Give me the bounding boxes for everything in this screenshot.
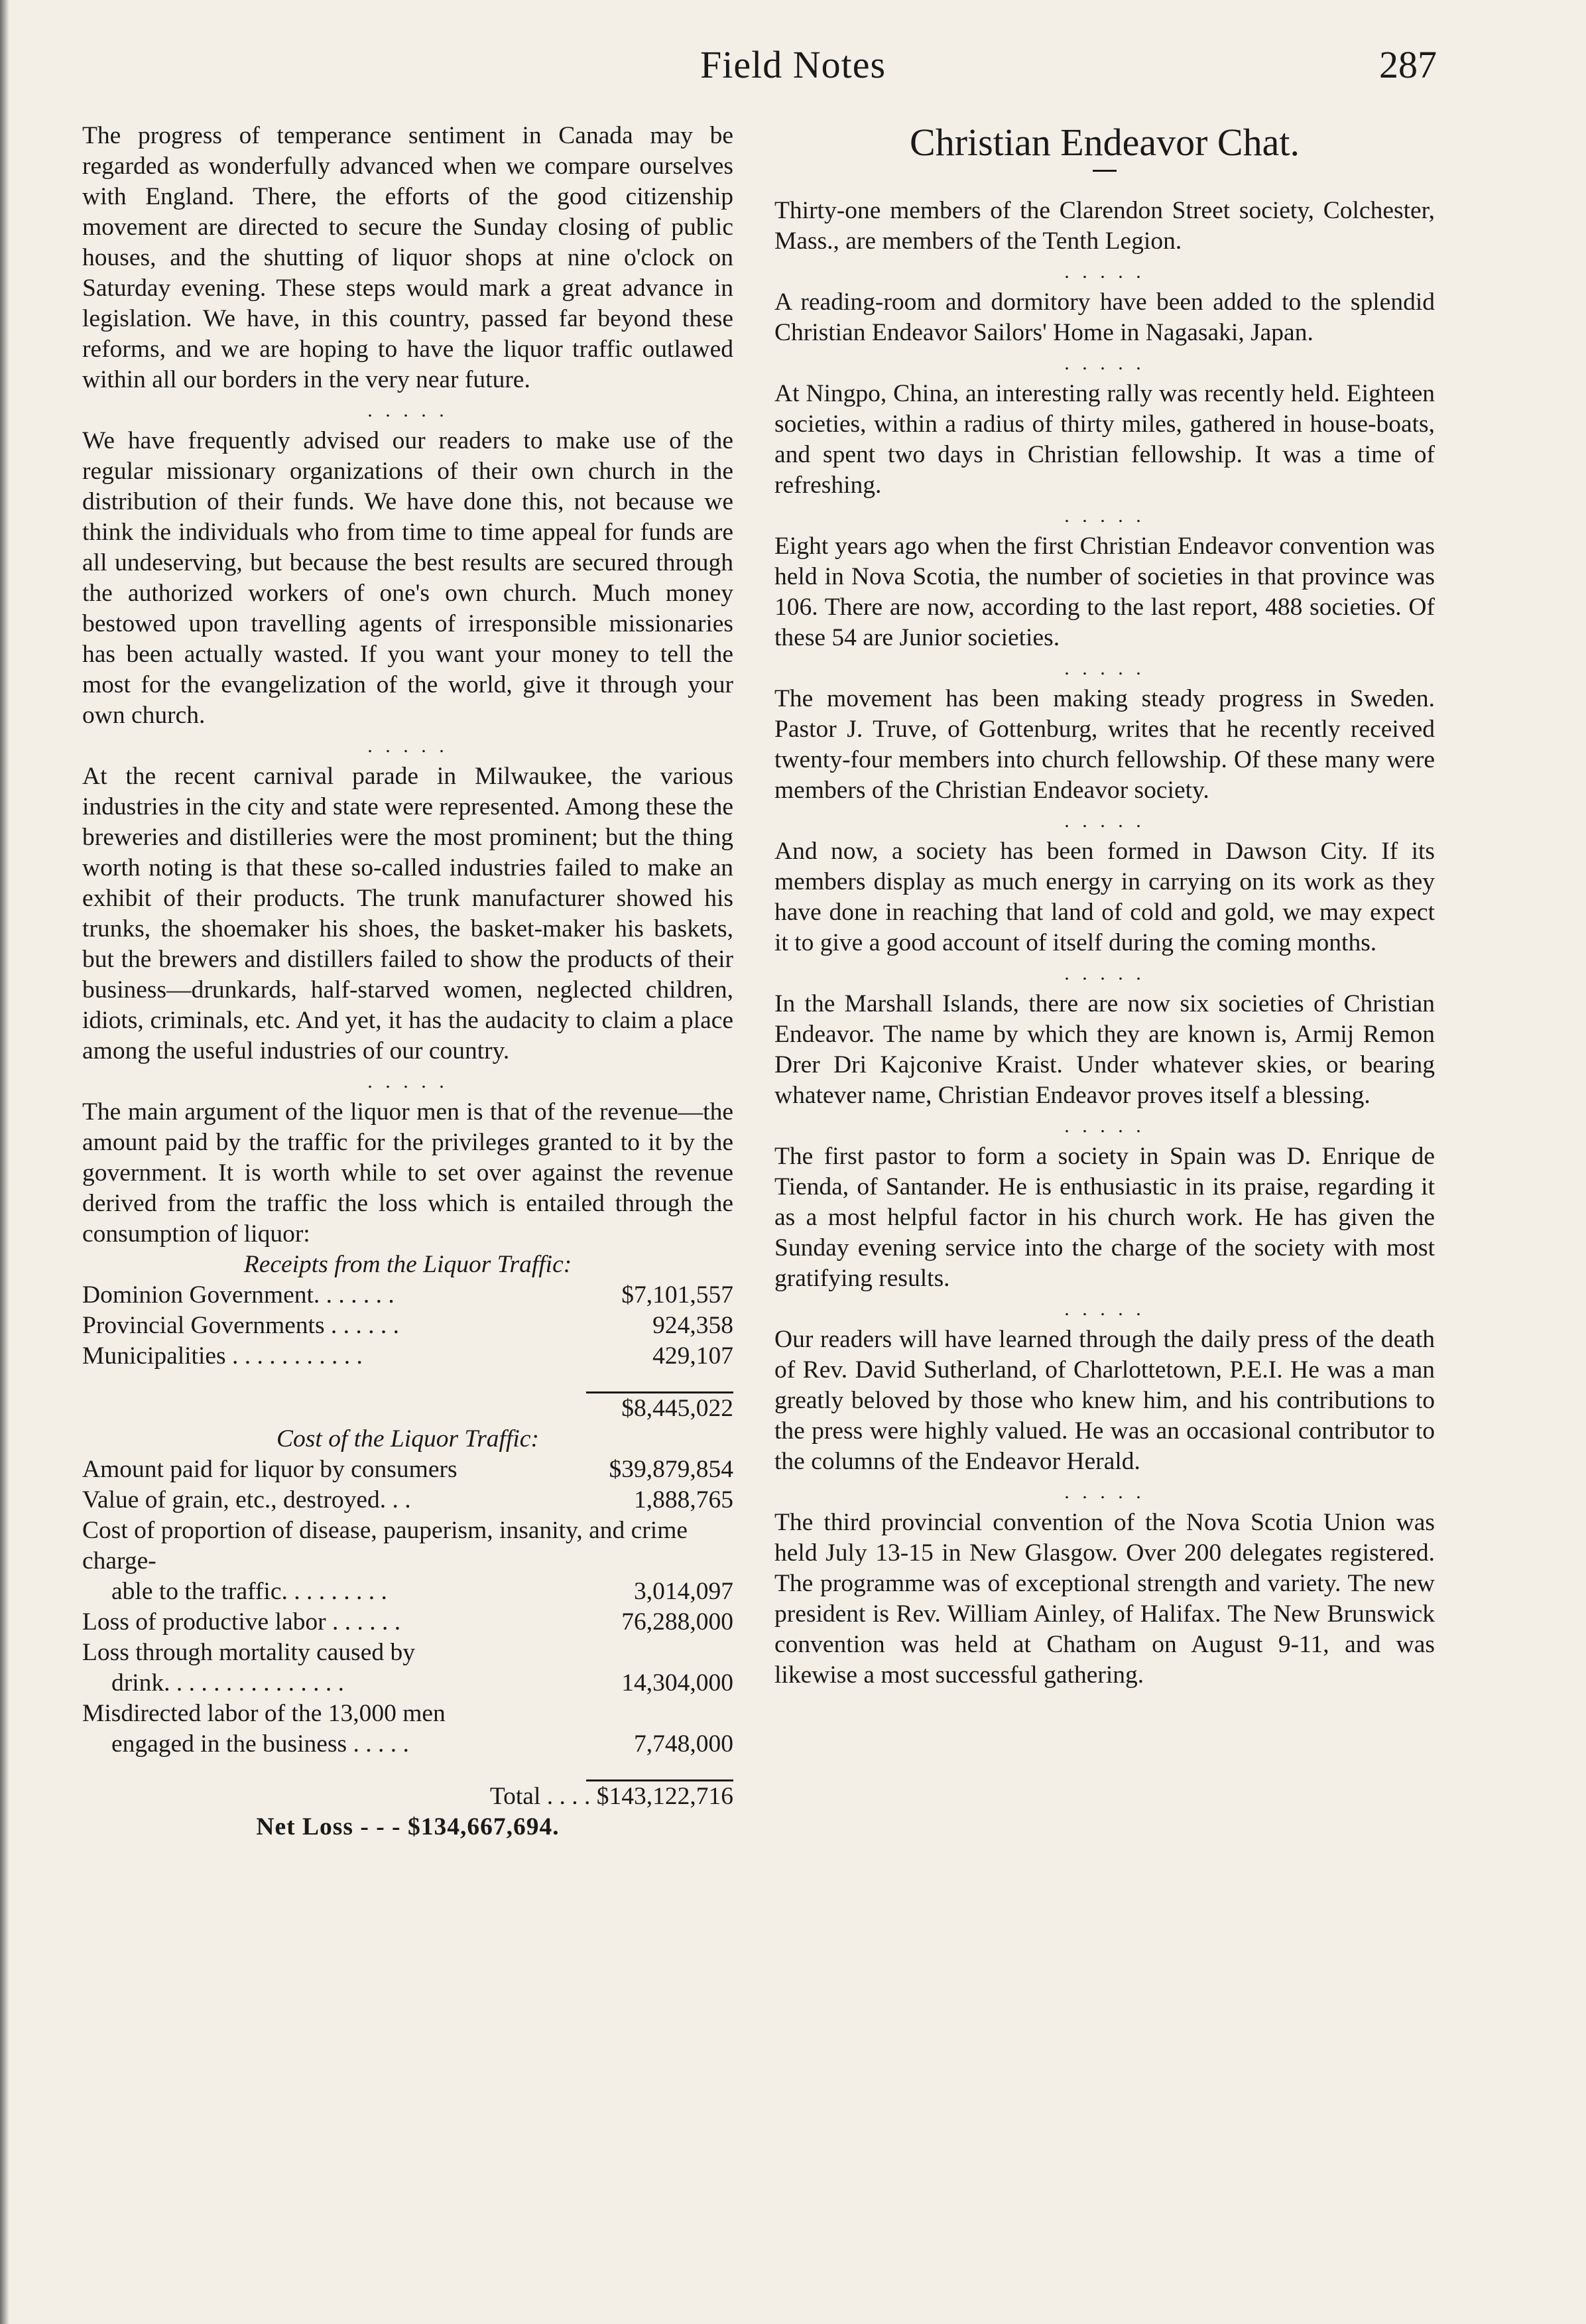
row-value: 14,304,000 xyxy=(621,1669,733,1697)
row-label: Dominion Government. . . . . . . xyxy=(82,1281,395,1309)
row-label: engaged in the business . . . . . xyxy=(111,1730,409,1758)
row-label: Loss of productive labor . . . . . . xyxy=(82,1608,401,1636)
separator-dots: . . . . . xyxy=(1064,1481,1145,1503)
note-item: In the Marshall Islands, there are now six societies of Christian Endeavor. The name by which they are known is, Armij Remon Drer Dri Kajconive Kraist. Under whatever skies, or bearing whatever name, Christian Endeavor proves itself a blessing. xyxy=(774,990,1435,1109)
row-label: drink. . . . . . . . . . . . . . . xyxy=(111,1669,345,1697)
receipts-table xyxy=(82,1280,733,1372)
separator-dots: . . . . . xyxy=(1064,505,1145,527)
table-row xyxy=(82,1341,733,1372)
page-header-title: Field Notes xyxy=(700,43,886,86)
table-row xyxy=(82,1485,733,1516)
table-row xyxy=(82,1454,733,1485)
row-value: 76,288,000 xyxy=(621,1608,733,1636)
row-value: 7,748,000 xyxy=(634,1730,733,1758)
section-title: Christian Endeavor Chat. xyxy=(910,121,1300,164)
paragraph-carnival: At the recent carnival parade in Milwaukee, the various industries in the city and state were represented. Among these the breweries and distilleries were the most prominent; but the thing worth noting is that these so-called industries failed to make an exhibit of their products. The trunk manufacturer showed his trunks, the shoemaker his shoes, the basket-maker his baskets, but the brewers and distillers failed to show the products of their business—drunkards, half-starved women, neglected children, idiots, criminals, etc. And yet, it has the audacity to claim a place among the useful industries of our country. xyxy=(82,763,733,1065)
receipts-caption: Receipts from the Liquor Traffic: xyxy=(243,1251,572,1278)
row-label: Misdirected labor of the 13,000 men xyxy=(82,1700,446,1727)
cost-total xyxy=(82,1781,733,1812)
row-value: 3,014,097 xyxy=(634,1578,733,1605)
note-item: And now, a society has been formed in Dawson City. If its members display as much energy in carrying on its work as they have done in reaching that land of cold and gold, we may expect it to give a good account of itself during the coming months. xyxy=(774,838,1435,956)
separator-dots: . . . . . xyxy=(1064,261,1145,283)
row-label: Municipalities . . . . . . . . . . . xyxy=(82,1342,363,1370)
note-item: At Ningpo, China, an interesting rally was recently held. Eighteen societies, within a radius of thirty miles, gathered in house-boats, and spent two days in Christian fellowship. It was a time of refreshing. xyxy=(774,380,1435,499)
cost-table xyxy=(82,1454,733,1760)
note-item: The third provincial convention of the Nova Scotia Union was held July 13-15 in New Glasgow. Over 200 delegates registered. The programme was of exceptional strength and variety. The new president is Rev. William Ainley, of Halifax. The New Brunswick convention was held at Chatham on August 9-11, and was likewise a most successful gathering. xyxy=(774,1509,1435,1689)
note-item: Thirty-one members of the Clarendon Street society, Colchester, Mass., are members of the Tenth Legion. xyxy=(774,197,1435,255)
table-row xyxy=(82,1311,733,1341)
separator-dots: . . . . . xyxy=(1064,1115,1145,1137)
table-row xyxy=(82,1638,733,1668)
paragraph-revenue: The main argument of the liquor men is that of the revenue—the amount paid by the traffic for the privileges granted to it by the government. It is worth while to set over against the revenue derived from the traffic the loss which is entailed through the consumption of liquor: xyxy=(82,1098,733,1248)
row-value: 1,888,765 xyxy=(634,1486,733,1514)
table-row xyxy=(82,1607,733,1638)
title-rule xyxy=(1093,170,1117,172)
row-value: 429,107 xyxy=(652,1342,733,1370)
separator-dots: . . . . . xyxy=(1064,962,1145,984)
page-number: 287 xyxy=(1379,43,1437,86)
note-item: The movement has been making steady progress in Sweden. Pastor J. Truve, of Gottenburg, writes that he recently received twenty-four members into church fellowship. Of these many were members of the Christian Endeavor society. xyxy=(774,685,1435,804)
separator-dots: . . . . . xyxy=(1064,657,1145,679)
separator-dots: . . . . . xyxy=(367,735,448,757)
table-row xyxy=(82,1729,733,1760)
total-label: Total . . . . xyxy=(489,1783,591,1810)
separator-dots: . . . . . xyxy=(367,1070,448,1092)
row-label: Value of grain, etc., destroyed. . . xyxy=(82,1486,411,1514)
net-loss-value: $134,667,694. xyxy=(407,1813,560,1840)
row-label: Cost of proportion of disease, pauperism, insanity, and crime charge- xyxy=(82,1517,688,1575)
left-column xyxy=(82,121,733,1842)
paragraph-temperance: The progress of temperance sentiment in Canada may be regarded as wonderfully advanced when we compare ourselves with England. There, the efforts of the good citizenship movement are directed to secure the Sunday closing of public houses, and the shutting of liquor shops at nine o'clock on Saturday evening. These steps would mark a great advance in legislation. We have, in this country, passed far beyond these reforms, and we are hoping to have the liquor traffic outlawed within all our borders in the very near future. xyxy=(82,122,733,393)
row-value: 924,358 xyxy=(652,1312,733,1339)
table-row xyxy=(82,1280,733,1311)
note-item: Our readers will have learned through the daily press of the death of Rev. David Sutherland, of Charlottetown, P.E.I. He was a man greatly beloved by those who knew him, and his contributions to the press were highly valued. He was an occasional contributor to the columns of the Endeavor Herald. xyxy=(774,1326,1435,1475)
note-item: A reading-room and dormitory have been added to the splendid Christian Endeavor Sailors' Home in Nagasaki, Japan. xyxy=(774,289,1435,346)
row-value: $7,101,557 xyxy=(621,1281,733,1309)
row-label: able to the traffic. . . . . . . . . xyxy=(111,1578,387,1605)
row-label: Amount paid for liquor by consumers xyxy=(82,1456,457,1483)
right-column xyxy=(774,121,1435,1691)
table-row xyxy=(82,1577,733,1607)
row-value: $39,879,854 xyxy=(609,1456,733,1483)
table-row xyxy=(82,1668,733,1699)
separator-dots: . . . . . xyxy=(367,399,448,421)
total-value: $143,122,716 xyxy=(596,1783,733,1810)
separator-dots: . . . . . xyxy=(1064,810,1145,832)
table-row xyxy=(82,1699,733,1729)
row-value xyxy=(728,1699,733,1729)
row-label: Loss through mortality caused by xyxy=(82,1639,416,1666)
row-label: Provincial Governments . . . . . . xyxy=(82,1312,400,1339)
cost-caption: Cost of the Liquor Traffic: xyxy=(276,1425,539,1452)
net-loss xyxy=(82,1812,733,1842)
note-item: The first pastor to form a society in Spain was D. Enrique de Tienda, of Santander. He is enthusiastic in its praise, regarding it as a most helpful factor in his church work. He has given the Sunday evening service into the charge of the society with most gratifying results. xyxy=(774,1143,1435,1292)
page-edge-shadow xyxy=(0,0,9,2324)
net-loss-label: Net Loss - - - xyxy=(256,1813,401,1840)
table-row xyxy=(82,1516,733,1577)
paragraph-missionary: We have frequently advised our readers to make use of the regular missionary organizations of their own church in the distribution of their funds. We have done this, not because we think the individuals who from time to time appeal for funds are all undeserving, but because the best results are secured through the authorized workers of one's own church. Much money bestowed upon travelling agents of irresponsible missionaries has been actually wasted. If you want your money to tell the most for the evangelization of the world, give it through your own church. xyxy=(82,427,733,729)
receipts-total: $8,445,022 xyxy=(621,1395,733,1422)
separator-dots: . . . . . xyxy=(1064,1298,1145,1320)
note-item: Eight years ago when the first Christian Endeavor convention was held in Nova Scotia, the number of societies in that province was 106. There are now, according to the last report, 488 societies. Of these 54 are Junior societies. xyxy=(774,533,1435,651)
separator-dots: . . . . . xyxy=(1064,352,1145,374)
row-value xyxy=(728,1638,733,1668)
